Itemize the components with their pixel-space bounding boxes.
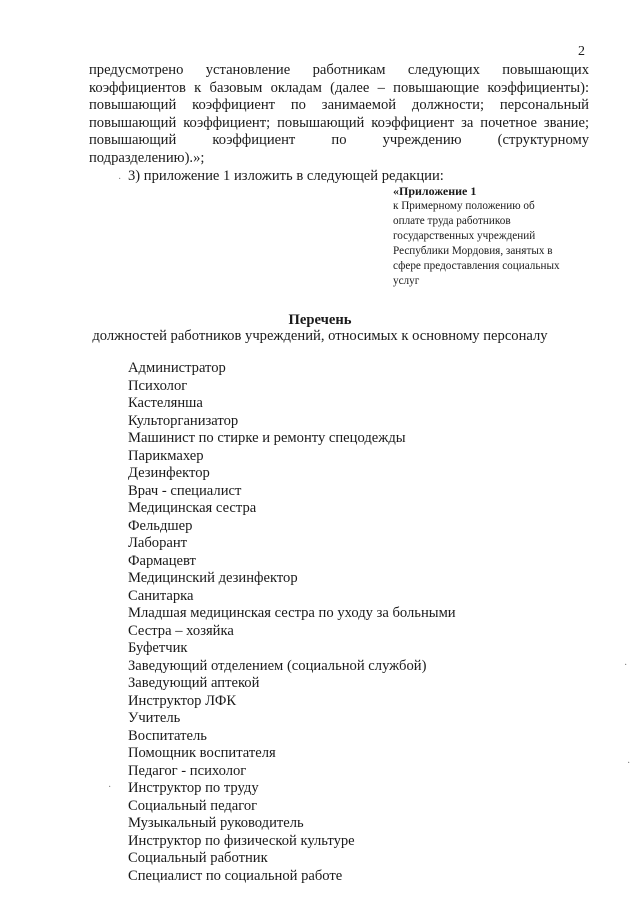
list-item: Педагог - психолог (128, 762, 247, 779)
positions-list (128, 360, 456, 885)
list-item: Машинист по стирке и ремонту спецодежды (128, 430, 406, 446)
intro-paragraph (89, 62, 589, 168)
intro-line: коэффициентов к базовым окладам (далее – повышающие коэффициенты): (89, 79, 589, 96)
appendix-heading: «Приложение 1 (393, 184, 477, 198)
scan-speck: · (118, 174, 122, 185)
list-item: Заведующий аптекой (128, 675, 260, 691)
list-item: Учитель (128, 710, 181, 726)
item-3-text: 3) приложение 1 изложить в следующей редакции: (128, 168, 444, 184)
scan-speck: · (624, 660, 628, 671)
intro-line: повышающий коэффициент; повышающий коэффициент за почетное звание; (89, 114, 589, 131)
list-item: Медицинская сестра (128, 500, 257, 516)
list-item: Санитарка (128, 587, 194, 604)
list-item: Лаборант (128, 535, 188, 551)
list-item: Дезинфектор (128, 465, 210, 481)
list-item: Музыкальный руководитель (128, 815, 304, 831)
intro-line: повышающий коэффициент по учреждению (структурному (89, 132, 589, 149)
appendix-line: к Примерному положению об (393, 200, 535, 212)
list-item: Медицинский дезинфектор (128, 570, 298, 586)
list-item: Воспитатель (128, 727, 207, 744)
scan-speck: · (108, 782, 112, 793)
appendix-line: оплате труда работников (393, 215, 511, 227)
appendix-line: сфере предоставления социальных (393, 260, 560, 272)
list-item: Инструктор ЛФК (128, 692, 237, 709)
intro-line: повышающий коэффициент по занимаемой должности; персональный (89, 97, 589, 114)
list-item: Парикмахер (128, 447, 204, 464)
appendix-line: услуг (393, 275, 420, 287)
list-item: Администратор (128, 360, 226, 376)
list-item: Инструктор по физической культуре (128, 832, 355, 849)
list-item: Инструктор по труду (128, 780, 259, 796)
list-item: Культорганизатор (128, 412, 239, 429)
list-item: Социальный педагог (128, 797, 258, 814)
list-item: Помощник воспитателя (128, 745, 276, 761)
list-item: Психолог (128, 377, 188, 394)
intro-line: подразделению).»; (89, 149, 205, 166)
list-item: Социальный работник (128, 850, 268, 866)
list-item: Фармацевт (128, 552, 196, 569)
list-item: Специалист по социальной работе (128, 867, 343, 884)
list-subtitle: должностей работников учреждений, относимых к основному персоналу (92, 328, 548, 344)
list-item: Буфетчик (128, 640, 188, 656)
list-item: Кастелянша (128, 395, 203, 411)
scan-speck: · (627, 758, 631, 769)
list-item: Сестра – хозяйка (128, 622, 234, 639)
list-item: Младшая медицинская сестра по уходу за больными (128, 605, 456, 621)
page-number: 2 (578, 44, 585, 59)
intro-line: предусмотрено установление работникам следующих повышающих (89, 62, 589, 78)
appendix-line: государственных учреждений (393, 230, 536, 242)
list-item: Врач - специалист (128, 482, 242, 499)
appendix-line: Республики Мордовия, занятых в (393, 245, 553, 257)
appendix-block (393, 184, 593, 289)
list-item: Заведующий отделением (социальной службой) (128, 657, 427, 674)
list-item: Фельдшер (128, 517, 193, 534)
list-title: Перечень (288, 312, 352, 328)
